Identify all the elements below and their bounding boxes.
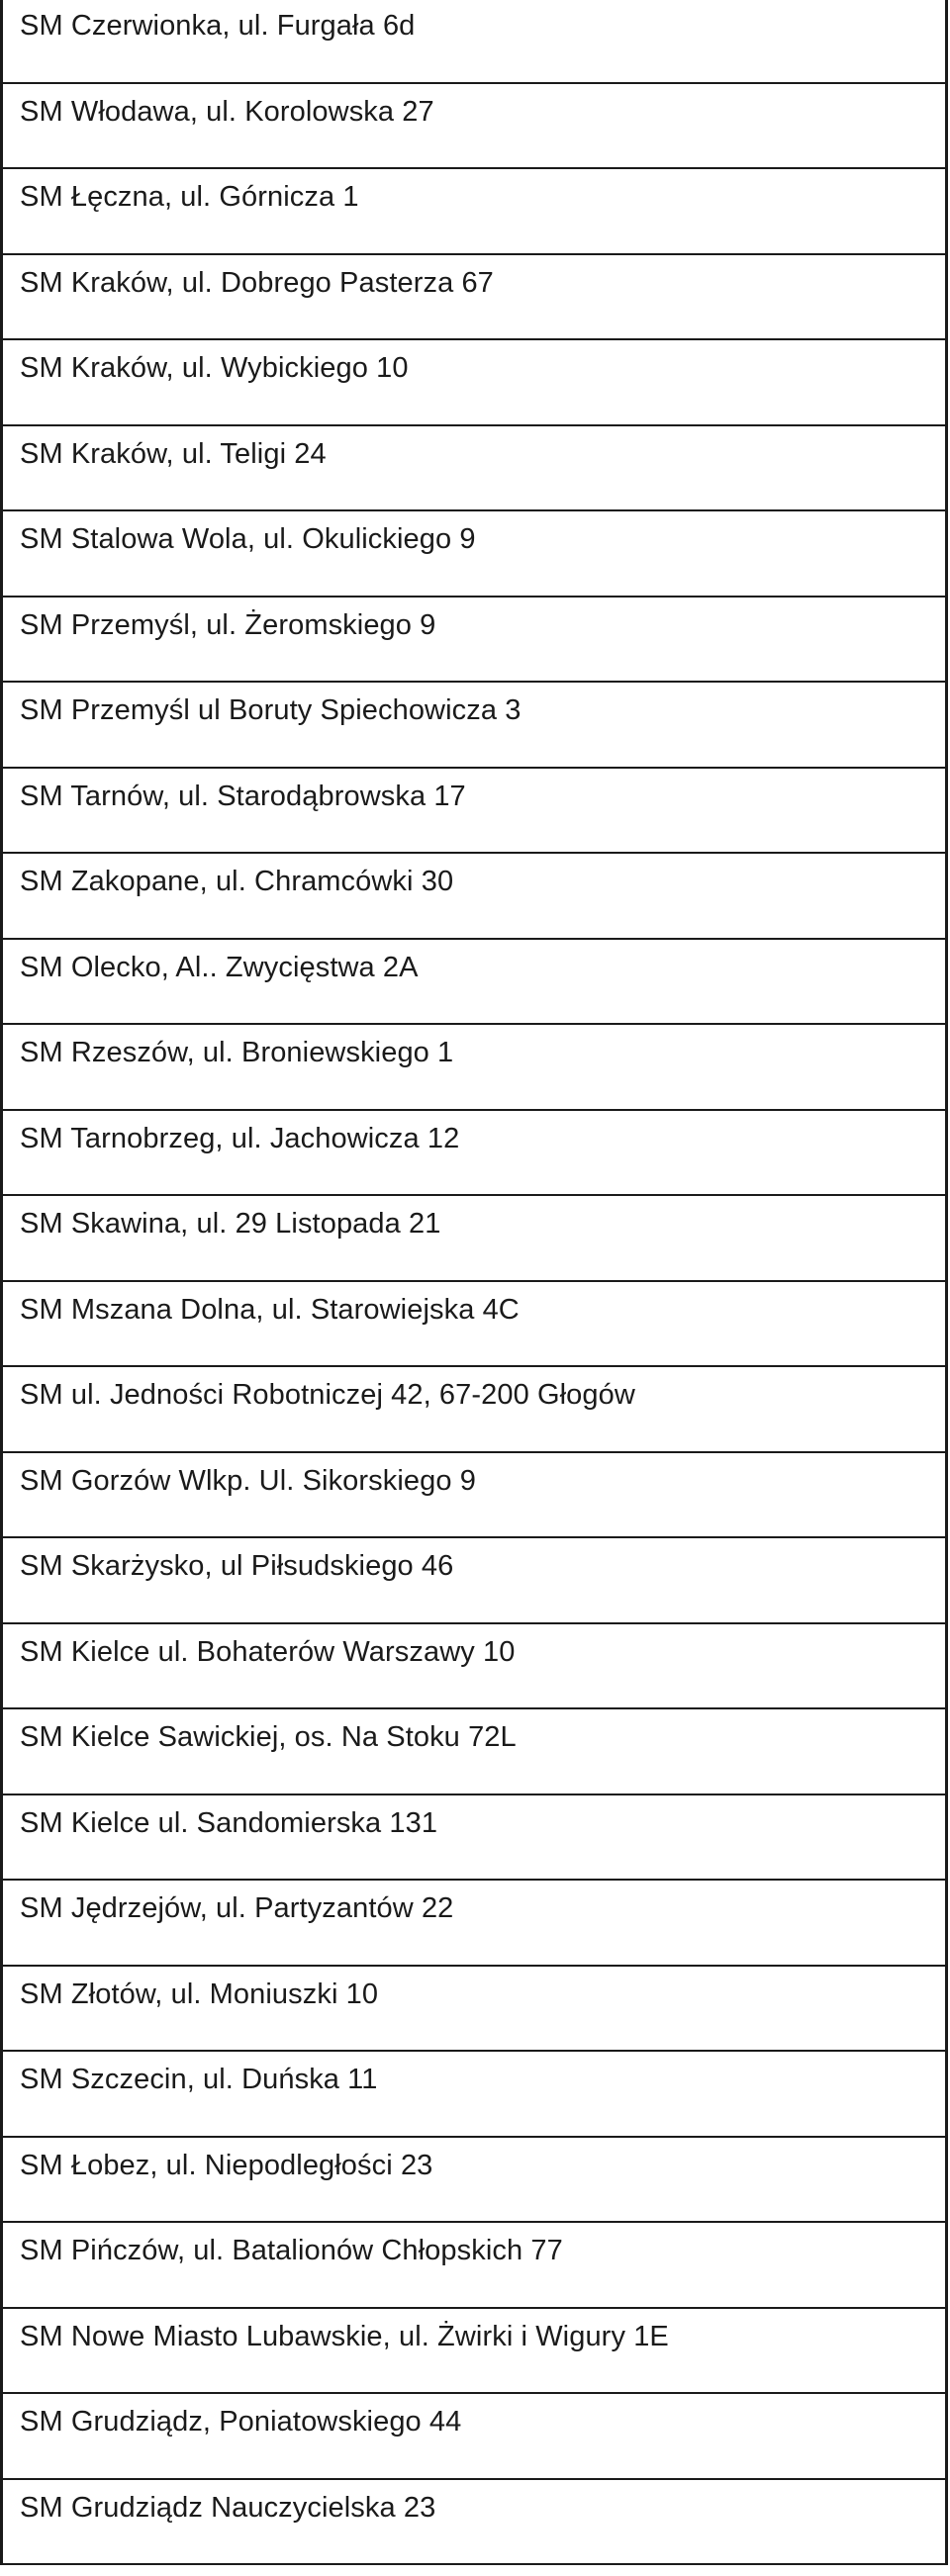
row-text: SM Skawina, ul. 29 Listopada 21 <box>20 1208 441 1240</box>
row-text: SM Tarnobrzeg, ul. Jachowicza 12 <box>20 1122 460 1154</box>
row-text: SM Grudziądz, Poniatowskiego 44 <box>20 2406 462 2438</box>
table-row <box>3 2309 945 2395</box>
row-text: SM Kraków, ul. Teligi 24 <box>20 437 327 470</box>
table-row <box>3 1967 945 2053</box>
table-row <box>3 1709 945 1795</box>
row-text: SM Szczecin, ul. Duńska 11 <box>20 2064 378 2095</box>
row-text: SM Stalowa Wola, ul. Okulickiego 9 <box>20 523 476 555</box>
row-text: SM Przemyśl ul Boruty Spiechowicza 3 <box>20 694 522 726</box>
table-row <box>3 1111 945 1197</box>
table-row <box>3 2480 945 2566</box>
table-row <box>3 1881 945 1967</box>
row-text: SM Skarżysko, ul Piłsudskiego 46 <box>20 1550 454 1582</box>
table-row <box>3 511 945 598</box>
table-row <box>3 255 945 341</box>
table-row <box>3 2138 945 2224</box>
table-row <box>3 2223 945 2309</box>
table-row <box>3 426 945 512</box>
row-text: SM Olecko, Al.. Zwycięstwa 2A <box>20 951 419 983</box>
row-text: SM Rzeszów, ul. Broniewskiego 1 <box>20 1037 454 1068</box>
table-row <box>3 1795 945 1882</box>
row-text: SM ul. Jedności Robotniczej 42, 67-200 Głogów <box>20 1379 635 1411</box>
table-row <box>3 1025 945 1111</box>
row-text: SM Grudziądz Nauczycielska 23 <box>20 2491 436 2524</box>
row-text: SM Kielce ul. Bohaterów Warszawy 10 <box>20 1635 516 1668</box>
table-row <box>3 2052 945 2138</box>
row-text: SM Kraków, ul. Wybickiego 10 <box>20 352 409 384</box>
row-text: SM Mszana Dolna, ul. Starowiejska 4C <box>20 1293 520 1326</box>
row-text: SM Tarnów, ul. Starodąbrowska 17 <box>20 780 466 812</box>
row-text: SM Kielce ul. Sandomierska 131 <box>20 1806 438 1839</box>
table-row <box>3 683 945 769</box>
row-text: SM Kielce Sawickiej, os. Na Stoku 72L <box>20 1721 517 1753</box>
row-text: SM Łęczna, ul. Górnicza 1 <box>20 181 359 213</box>
row-text: SM Nowe Miasto Lubawskie, ul. Żwirki i Wigury 1E <box>20 2320 669 2352</box>
row-text: SM Złotów, ul. Moniuszki 10 <box>20 1978 379 2010</box>
row-text: SM Pińczów, ul. Batalionów Chłopskich 77 <box>20 2235 563 2266</box>
table-row <box>3 769 945 855</box>
table-row <box>3 1453 945 1539</box>
table-row <box>3 2394 945 2480</box>
table-row <box>3 854 945 940</box>
row-text: SM Zakopane, ul. Chramcówki 30 <box>20 866 454 897</box>
table-row <box>3 340 945 426</box>
row-text: SM Jędrzejów, ul. Partyzantów 22 <box>20 1892 454 1924</box>
table-row <box>3 84 945 170</box>
table-row <box>3 1282 945 1368</box>
table-row <box>3 1538 945 1624</box>
row-text: SM Przemyśl, ul. Żeromskiego 9 <box>20 608 436 641</box>
table-row <box>3 169 945 255</box>
row-text: SM Czerwionka, ul. Furgała 6d <box>20 10 416 42</box>
table-row <box>3 940 945 1026</box>
row-text: SM Włodawa, ul. Korolowska 27 <box>20 95 434 128</box>
table-row <box>3 1196 945 1282</box>
row-text: SM Gorzów Wlkp. Ul. Sikorskiego 9 <box>20 1464 476 1497</box>
table-row <box>3 0 945 84</box>
table-row <box>3 1624 945 1710</box>
table-row <box>3 1367 945 1453</box>
row-text: SM Łobez, ul. Niepodległości 23 <box>20 2149 433 2181</box>
row-text: SM Kraków, ul. Dobrego Pasterza 67 <box>20 266 494 299</box>
table-row <box>3 598 945 684</box>
